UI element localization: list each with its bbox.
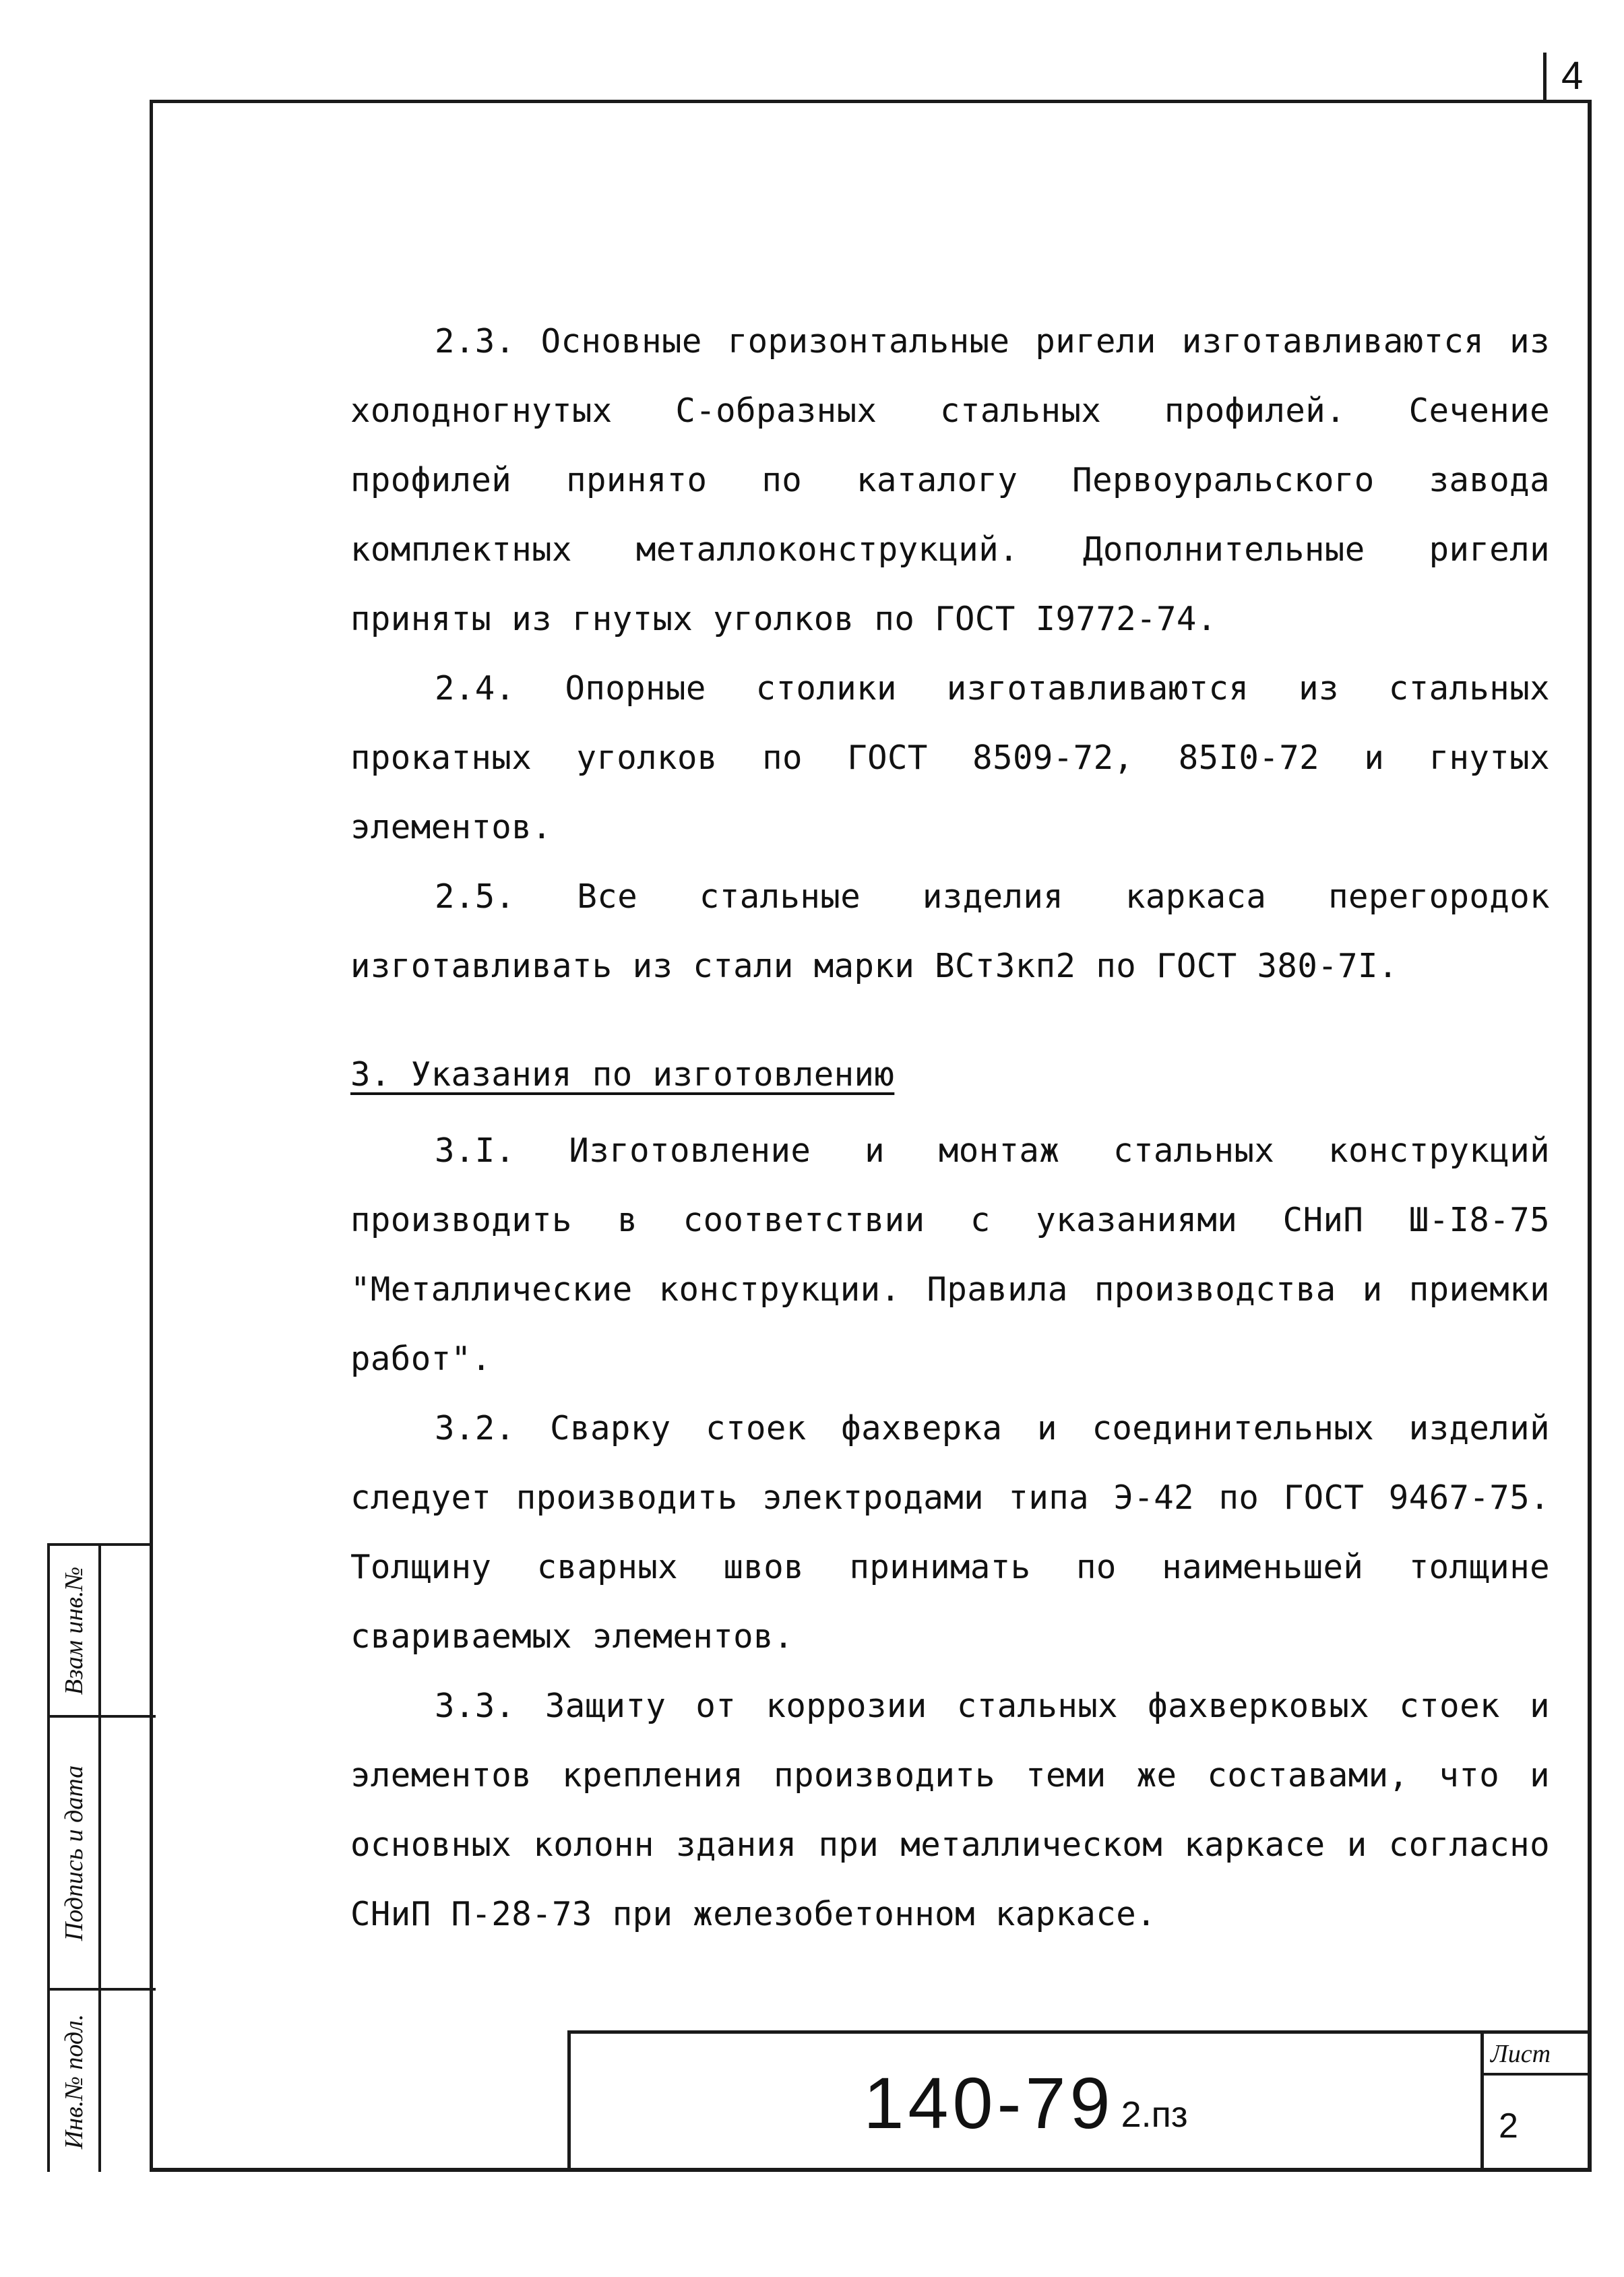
paragraph-2-5: 2.5. Все стальные изделия каркаса перегородок изготавливать из стали марки ВСт3кп2 по ГОСТ 380-7I.	[350, 877, 1550, 985]
paragraph-3-3: 3.3. Защиту от коррозии стальных фахверковых стоек и элементов крепления производить теми же составами, что и основных колонн здания при металлическом каркасе и согласно СНиП П-28-73 при железобетонном каркасе.	[350, 1687, 1550, 1933]
side-stamp-cell	[50, 1991, 156, 2172]
side-stamp	[47, 1543, 153, 2172]
sheet-number: 2	[1499, 2107, 1518, 2146]
document-code-suffix: 2.пз	[1121, 2094, 1188, 2135]
section-3-heading: 3. Указания по изготовлению	[350, 1055, 895, 1094]
paragraph-2-4: 2.4. Опорные столики изготавливаются из стальных прокатных уголков по ГОСТ 8509-72, 85I0-72 и гнутых элементов.	[350, 669, 1550, 846]
side-stamp-cell	[50, 1546, 156, 1718]
page-number: 4	[1543, 53, 1597, 100]
paragraph-3-1: 3.I. Изготовление и монтаж стальных конструкций производить в соответствии с указаниями СНиП Ш-I8-75 "Металлические конструкции. Правила производства и приемки работ".	[350, 1131, 1550, 1378]
paragraph-2-3: 2.3. Основные горизонтальные ригели изготавливаются из холодногнутых С-образных стальных профилей. Сечение профилей принято по каталогу Первоуральского завода комплектных металлоконструкций. Дополнительные ригели приняты из гнутых уголков по ГОСТ I9772-74.	[350, 322, 1550, 638]
document-body	[350, 307, 1550, 1949]
document-code	[571, 2034, 1484, 2172]
title-block	[567, 2030, 1592, 2172]
sheet-label: Лист	[1484, 2034, 1592, 2076]
paragraph-3-2: 3.2. Сварку стоек фахверка и соединительных изделий следует производить электродами типа Э-42 по ГОСТ 9467-75. Толщину сварных швов принимать по наименьшей толщине свариваемых элементов.	[350, 1409, 1550, 1656]
side-stamp-cell	[50, 1718, 156, 1991]
side-stamp-label: Подпись и дата	[60, 1765, 89, 1941]
side-stamp-label: Инв.№ подл.	[60, 2014, 89, 2149]
document-code-main: 140-79	[863, 2062, 1115, 2144]
side-stamp-label: Взам инв.№	[60, 1566, 88, 1695]
